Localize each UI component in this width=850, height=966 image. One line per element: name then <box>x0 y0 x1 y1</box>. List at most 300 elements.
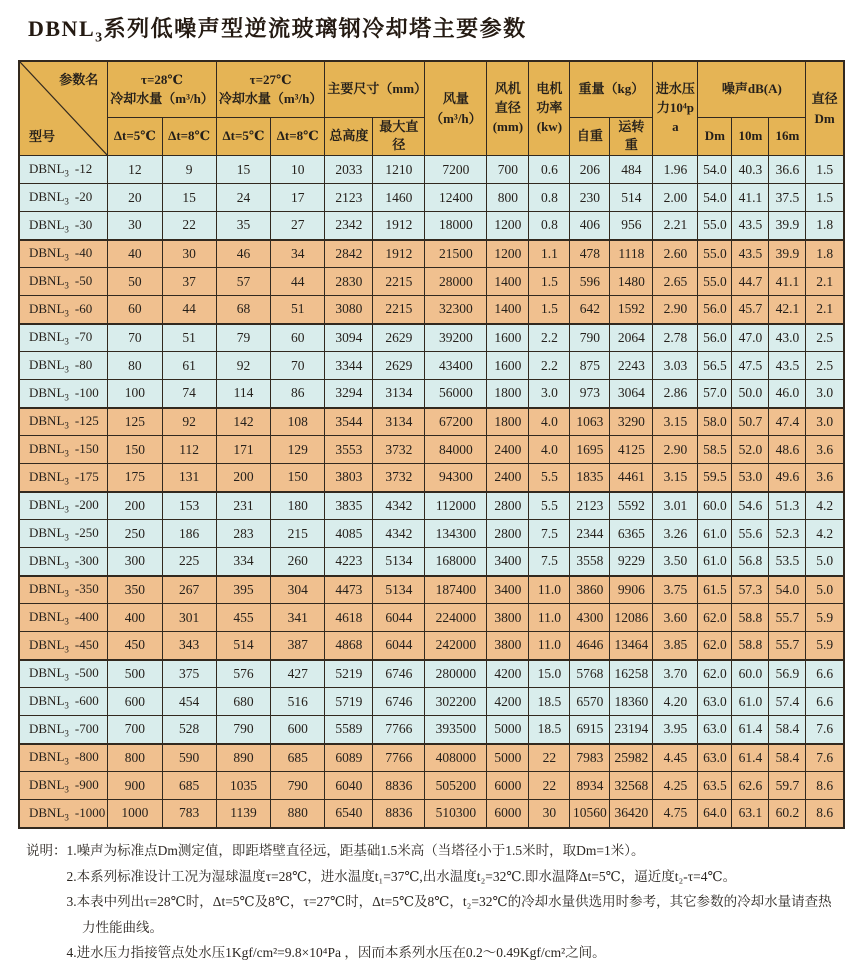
value-cell: 8934 <box>570 772 610 800</box>
value-cell: 6.6 <box>806 660 844 688</box>
value-cell: 1400 <box>487 268 529 296</box>
model-cell: $DBNL_3$ -30 <box>19 212 108 240</box>
value-cell: 12086 <box>610 604 653 632</box>
value-cell: 500 <box>108 660 162 688</box>
value-cell: 230 <box>570 184 610 212</box>
value-cell: 5592 <box>610 492 653 520</box>
value-cell: 150 <box>271 464 325 492</box>
value-cell: 60.2 <box>769 800 806 828</box>
value-cell: 2800 <box>487 492 529 520</box>
value-cell: 890 <box>216 744 270 772</box>
value-cell: 3.95 <box>653 716 698 744</box>
model-cell: $DBNL_3$ -350 <box>19 576 108 604</box>
value-cell: 4.2 <box>806 492 844 520</box>
value-cell: 3064 <box>610 380 653 408</box>
value-cell: 4200 <box>487 688 529 716</box>
value-cell: 3.6 <box>806 436 844 464</box>
value-cell: 2215 <box>373 296 425 324</box>
value-cell: 142 <box>216 408 270 436</box>
subheader-noise-10m: 10m <box>732 117 769 156</box>
value-cell: 15 <box>216 156 270 184</box>
value-cell: 32568 <box>610 772 653 800</box>
value-cell: 6915 <box>570 716 610 744</box>
subheader-noise-dm: Dm <box>698 117 732 156</box>
value-cell: 43400 <box>425 352 487 380</box>
value-cell: 58.8 <box>732 604 769 632</box>
value-cell: 11.0 <box>529 576 570 604</box>
value-cell: 56000 <box>425 380 487 408</box>
value-cell: 1912 <box>373 240 425 268</box>
value-cell: 206 <box>570 156 610 184</box>
value-cell: 37.5 <box>769 184 806 212</box>
note-item: 3.本表中列出τ=28℃时，Δt=5℃及8℃，τ=27℃时，Δt=5℃及8℃，t₂=32℃的冷却水量供选用时参考，其它参数的冷却水量请查热力性能曲线。 <box>66 894 832 935</box>
value-cell: 2064 <box>610 324 653 352</box>
value-cell: 215 <box>271 520 325 548</box>
value-cell: 74 <box>162 380 216 408</box>
value-cell: 7200 <box>425 156 487 184</box>
value-cell: 3.75 <box>653 576 698 604</box>
value-cell: 51 <box>162 324 216 352</box>
value-cell: 6365 <box>610 520 653 548</box>
value-cell: 2629 <box>373 352 425 380</box>
model-cell: $DBNL_3$ -125 <box>19 408 108 436</box>
value-cell: 55.6 <box>732 520 769 548</box>
table-row <box>19 436 844 464</box>
table-row <box>19 800 844 828</box>
value-cell: 301 <box>162 604 216 632</box>
value-cell: 2.2 <box>529 324 570 352</box>
value-cell: 4473 <box>325 576 373 604</box>
value-cell: 2123 <box>325 184 373 212</box>
subheader-t27-dt8: Δt=8℃ <box>271 117 325 156</box>
value-cell: 1400 <box>487 296 529 324</box>
value-cell: 61.5 <box>698 576 732 604</box>
value-cell: 2842 <box>325 240 373 268</box>
table-row <box>19 184 844 212</box>
value-cell: 22 <box>529 772 570 800</box>
value-cell: 114 <box>216 380 270 408</box>
model-cell: $DBNL_3$ -100 <box>19 380 108 408</box>
value-cell: 61.0 <box>732 688 769 716</box>
notes-section <box>26 838 838 966</box>
header-air-flow: 风量 （m³/h） <box>425 61 487 156</box>
title-prefix: DBNL <box>28 16 96 41</box>
value-cell: 61.0 <box>698 520 732 548</box>
table-row <box>19 632 844 660</box>
value-cell: 302200 <box>425 688 487 716</box>
value-cell: 590 <box>162 744 216 772</box>
value-cell: 5.9 <box>806 604 844 632</box>
value-cell: 2.1 <box>806 296 844 324</box>
value-cell: 2.90 <box>653 436 698 464</box>
value-cell: 3558 <box>570 548 610 576</box>
value-cell: 6000 <box>487 772 529 800</box>
value-cell: 134300 <box>425 520 487 548</box>
value-cell: 5134 <box>373 548 425 576</box>
subheader-t28-dt5: Δt=5℃ <box>108 117 162 156</box>
value-cell: 56.8 <box>732 548 769 576</box>
value-cell: 5219 <box>325 660 373 688</box>
value-cell: 505200 <box>425 772 487 800</box>
value-cell: 7.5 <box>529 548 570 576</box>
value-cell: 4618 <box>325 604 373 632</box>
value-cell: 685 <box>162 772 216 800</box>
value-cell: 30 <box>108 212 162 240</box>
value-cell: 70 <box>108 324 162 352</box>
value-cell: 1.8 <box>806 212 844 240</box>
model-cell: $DBNL_3$ -300 <box>19 548 108 576</box>
value-cell: 514 <box>610 184 653 212</box>
value-cell: 875 <box>570 352 610 380</box>
table-row <box>19 464 844 492</box>
value-cell: 9 <box>162 156 216 184</box>
value-cell: 15.0 <box>529 660 570 688</box>
value-cell: 153 <box>162 492 216 520</box>
table-row <box>19 744 844 772</box>
value-cell: 7.6 <box>806 744 844 772</box>
value-cell: 168000 <box>425 548 487 576</box>
value-cell: 1695 <box>570 436 610 464</box>
model-cell: $DBNL_3$ -20 <box>19 184 108 212</box>
value-cell: 6089 <box>325 744 373 772</box>
value-cell: 3835 <box>325 492 373 520</box>
value-cell: 48.6 <box>769 436 806 464</box>
corner-param-label: 参数名 <box>59 72 99 87</box>
value-cell: 1600 <box>487 324 529 352</box>
value-cell: 0.8 <box>529 184 570 212</box>
value-cell: 16258 <box>610 660 653 688</box>
value-cell: 39200 <box>425 324 487 352</box>
value-cell: 4.2 <box>806 520 844 548</box>
value-cell: 880 <box>271 800 325 828</box>
value-cell: 1600 <box>487 352 529 380</box>
value-cell: 40.3 <box>732 156 769 184</box>
value-cell: 0.6 <box>529 156 570 184</box>
value-cell: 52.3 <box>769 520 806 548</box>
value-cell: 40 <box>108 240 162 268</box>
value-cell: 3294 <box>325 380 373 408</box>
value-cell: 8.6 <box>806 800 844 828</box>
value-cell: 350 <box>108 576 162 604</box>
value-cell: 1139 <box>216 800 270 828</box>
value-cell: 47.4 <box>769 408 806 436</box>
subheader-max-diameter: 最大直径 <box>373 117 425 156</box>
value-cell: 283 <box>216 520 270 548</box>
value-cell: 454 <box>162 688 216 716</box>
value-cell: 5.9 <box>806 632 844 660</box>
value-cell: 50 <box>108 268 162 296</box>
value-cell: 62.0 <box>698 632 732 660</box>
value-cell: 5.5 <box>529 464 570 492</box>
value-cell: 484 <box>610 156 653 184</box>
value-cell: 18.5 <box>529 716 570 744</box>
value-cell: 514 <box>216 632 270 660</box>
value-cell: 3.15 <box>653 464 698 492</box>
notes-label: 说明： <box>26 843 67 858</box>
table-row <box>19 548 844 576</box>
value-cell: 32300 <box>425 296 487 324</box>
value-cell: 700 <box>108 716 162 744</box>
corner-model-label: 型号 <box>29 129 56 145</box>
value-cell: 375 <box>162 660 216 688</box>
value-cell: 50.7 <box>732 408 769 436</box>
model-cell: $DBNL_3$ -700 <box>19 716 108 744</box>
table-row <box>19 772 844 800</box>
value-cell: 18360 <box>610 688 653 716</box>
value-cell: 79 <box>216 324 270 352</box>
value-cell: 4461 <box>610 464 653 492</box>
value-cell: 57.0 <box>698 380 732 408</box>
spec-table <box>18 60 845 829</box>
value-cell: 55.0 <box>698 240 732 268</box>
subheader-self-weight: 自重 <box>570 117 610 156</box>
value-cell: 6570 <box>570 688 610 716</box>
value-cell: 267 <box>162 576 216 604</box>
value-cell: 516 <box>271 688 325 716</box>
value-cell: 54.6 <box>732 492 769 520</box>
value-cell: 2344 <box>570 520 610 548</box>
value-cell: 1480 <box>610 268 653 296</box>
value-cell: 12400 <box>425 184 487 212</box>
value-cell: 4085 <box>325 520 373 548</box>
value-cell: 3800 <box>487 604 529 632</box>
value-cell: 6000 <box>487 800 529 828</box>
header-group-noise: 噪声dB(A) <box>698 61 806 117</box>
value-cell: 18000 <box>425 212 487 240</box>
value-cell: 231 <box>216 492 270 520</box>
value-cell: 2.90 <box>653 296 698 324</box>
value-cell: 63.1 <box>732 800 769 828</box>
value-cell: 39.9 <box>769 240 806 268</box>
model-cell: $DBNL_3$ -50 <box>19 268 108 296</box>
table-body <box>19 156 844 828</box>
value-cell: 9229 <box>610 548 653 576</box>
value-cell: 61 <box>162 352 216 380</box>
value-cell: 59.7 <box>769 772 806 800</box>
value-cell: 58.4 <box>769 716 806 744</box>
value-cell: 3860 <box>570 576 610 604</box>
value-cell: 450 <box>108 632 162 660</box>
value-cell: 63.0 <box>698 688 732 716</box>
value-cell: 6044 <box>373 632 425 660</box>
value-cell: 3803 <box>325 464 373 492</box>
value-cell: 2800 <box>487 520 529 548</box>
value-cell: 600 <box>108 688 162 716</box>
value-cell: 36420 <box>610 800 653 828</box>
header-group-main-dimensions: 主要尺寸（mm） <box>325 61 425 117</box>
model-cell: $DBNL_3$ -400 <box>19 604 108 632</box>
table-row <box>19 576 844 604</box>
value-cell: 956 <box>610 212 653 240</box>
value-cell: 53.0 <box>732 464 769 492</box>
value-cell: 60 <box>108 296 162 324</box>
value-cell: 2.65 <box>653 268 698 296</box>
value-cell: 3.0 <box>806 408 844 436</box>
value-cell: 58.4 <box>769 744 806 772</box>
value-cell: 3.60 <box>653 604 698 632</box>
value-cell: 112000 <box>425 492 487 520</box>
value-cell: 1118 <box>610 240 653 268</box>
value-cell: 1835 <box>570 464 610 492</box>
value-cell: 55.0 <box>698 268 732 296</box>
value-cell: 478 <box>570 240 610 268</box>
value-cell: 86 <box>271 380 325 408</box>
value-cell: 54.0 <box>698 156 732 184</box>
value-cell: 2342 <box>325 212 373 240</box>
value-cell: 47.5 <box>732 352 769 380</box>
value-cell: 51 <box>271 296 325 324</box>
value-cell: 53.5 <box>769 548 806 576</box>
value-cell: 1200 <box>487 240 529 268</box>
value-cell: 8836 <box>373 800 425 828</box>
value-cell: 528 <box>162 716 216 744</box>
value-cell: 406 <box>570 212 610 240</box>
value-cell: 2.86 <box>653 380 698 408</box>
value-cell: 43.5 <box>732 212 769 240</box>
value-cell: 28000 <box>425 268 487 296</box>
header-fan-diameter: 风机直径(mm) <box>487 61 529 156</box>
table-row <box>19 296 844 324</box>
value-cell: 20 <box>108 184 162 212</box>
notes-list <box>67 838 839 966</box>
value-cell: 186 <box>162 520 216 548</box>
value-cell: 790 <box>216 716 270 744</box>
value-cell: 685 <box>271 744 325 772</box>
value-cell: 25982 <box>610 744 653 772</box>
value-cell: 41.1 <box>732 184 769 212</box>
value-cell: 2.00 <box>653 184 698 212</box>
value-cell: 112 <box>162 436 216 464</box>
note-item: 4.进水压力指接管点处水压1Kgf/cm²=9.8×10⁴Pa ，因而本系列水压在0.2～0.49Kgf/cm²之间。 <box>66 945 606 960</box>
value-cell: 783 <box>162 800 216 828</box>
value-cell: 4.75 <box>653 800 698 828</box>
model-cell: $DBNL_3$ -500 <box>19 660 108 688</box>
header-motor-power: 电机功率(kw) <box>529 61 570 156</box>
value-cell: 45.7 <box>732 296 769 324</box>
value-cell: 2215 <box>373 268 425 296</box>
value-cell: 4.0 <box>529 436 570 464</box>
table-row <box>19 352 844 380</box>
value-cell: 1000 <box>108 800 162 828</box>
table-row <box>19 212 844 240</box>
value-cell: 3400 <box>487 548 529 576</box>
header-group-t28: τ=28℃ 冷却水量（m³/h） <box>108 61 217 117</box>
value-cell: 576 <box>216 660 270 688</box>
value-cell: 44 <box>162 296 216 324</box>
value-cell: 57.3 <box>732 576 769 604</box>
value-cell: 3.01 <box>653 492 698 520</box>
value-cell: 55.7 <box>769 632 806 660</box>
value-cell: 10560 <box>570 800 610 828</box>
value-cell: 21500 <box>425 240 487 268</box>
value-cell: 3.0 <box>529 380 570 408</box>
value-cell: 47.0 <box>732 324 769 352</box>
value-cell: 58.0 <box>698 408 732 436</box>
value-cell: 64.0 <box>698 800 732 828</box>
value-cell: 63.0 <box>698 716 732 744</box>
value-cell: 60 <box>271 324 325 352</box>
table-row <box>19 604 844 632</box>
value-cell: 9906 <box>610 576 653 604</box>
value-cell: 510300 <box>425 800 487 828</box>
value-cell: 2.78 <box>653 324 698 352</box>
value-cell: 2830 <box>325 268 373 296</box>
table-row <box>19 660 844 688</box>
value-cell: 1592 <box>610 296 653 324</box>
value-cell: 7766 <box>373 716 425 744</box>
table-row <box>19 324 844 352</box>
value-cell: 3134 <box>373 408 425 436</box>
value-cell: 3544 <box>325 408 373 436</box>
value-cell: 5589 <box>325 716 373 744</box>
table-row <box>19 688 844 716</box>
value-cell: 187400 <box>425 576 487 604</box>
value-cell: 408000 <box>425 744 487 772</box>
value-cell: 2.5 <box>806 324 844 352</box>
value-cell: 3400 <box>487 576 529 604</box>
value-cell: 43.0 <box>769 324 806 352</box>
value-cell: 455 <box>216 604 270 632</box>
table-row <box>19 240 844 268</box>
value-cell: 63.0 <box>698 744 732 772</box>
value-cell: 50.0 <box>732 380 769 408</box>
value-cell: 4.25 <box>653 772 698 800</box>
note-item: 1.噪声为标准点Dm测定值，即距塔壁直径远，距基础1.5米高（当塔径小于1.5米时，取Dm=1米）。 <box>66 843 645 858</box>
value-cell: 60.0 <box>698 492 732 520</box>
value-cell: 51.3 <box>769 492 806 520</box>
value-cell: 341 <box>271 604 325 632</box>
value-cell: 52.0 <box>732 436 769 464</box>
header-group-t27: τ=27℃ 冷却水量（m³/h） <box>216 61 325 117</box>
value-cell: 23194 <box>610 716 653 744</box>
value-cell: 3.85 <box>653 632 698 660</box>
value-cell: 100 <box>108 380 162 408</box>
value-cell: 49.6 <box>769 464 806 492</box>
value-cell: 3134 <box>373 380 425 408</box>
value-cell: 108 <box>271 408 325 436</box>
header-diameter: 直径 Dm <box>806 61 844 156</box>
value-cell: 35 <box>216 212 270 240</box>
model-cell: $DBNL_3$ -40 <box>19 240 108 268</box>
value-cell: 343 <box>162 632 216 660</box>
value-cell: 225 <box>162 548 216 576</box>
value-cell: 4868 <box>325 632 373 660</box>
value-cell: 125 <box>108 408 162 436</box>
value-cell: 27 <box>271 212 325 240</box>
value-cell: 61.0 <box>698 548 732 576</box>
value-cell: 30 <box>529 800 570 828</box>
value-cell: 6746 <box>373 660 425 688</box>
value-cell: 3732 <box>373 436 425 464</box>
value-cell: 2.21 <box>653 212 698 240</box>
header-group-weight: 重量（kg） <box>570 61 653 117</box>
value-cell: 3.26 <box>653 520 698 548</box>
value-cell: 4342 <box>373 492 425 520</box>
value-cell: 5719 <box>325 688 373 716</box>
value-cell: 1800 <box>487 408 529 436</box>
value-cell: 7766 <box>373 744 425 772</box>
value-cell: 3.0 <box>806 380 844 408</box>
value-cell: 4300 <box>570 604 610 632</box>
value-cell: 2629 <box>373 324 425 352</box>
value-cell: 1.1 <box>529 240 570 268</box>
title-subscript: 3 <box>95 30 104 46</box>
title-rest: 系列低噪声型逆流玻璃钢冷却塔主要参数 <box>103 16 527 41</box>
value-cell: 250 <box>108 520 162 548</box>
value-cell: 3.15 <box>653 408 698 436</box>
value-cell: 242000 <box>425 632 487 660</box>
value-cell: 67200 <box>425 408 487 436</box>
